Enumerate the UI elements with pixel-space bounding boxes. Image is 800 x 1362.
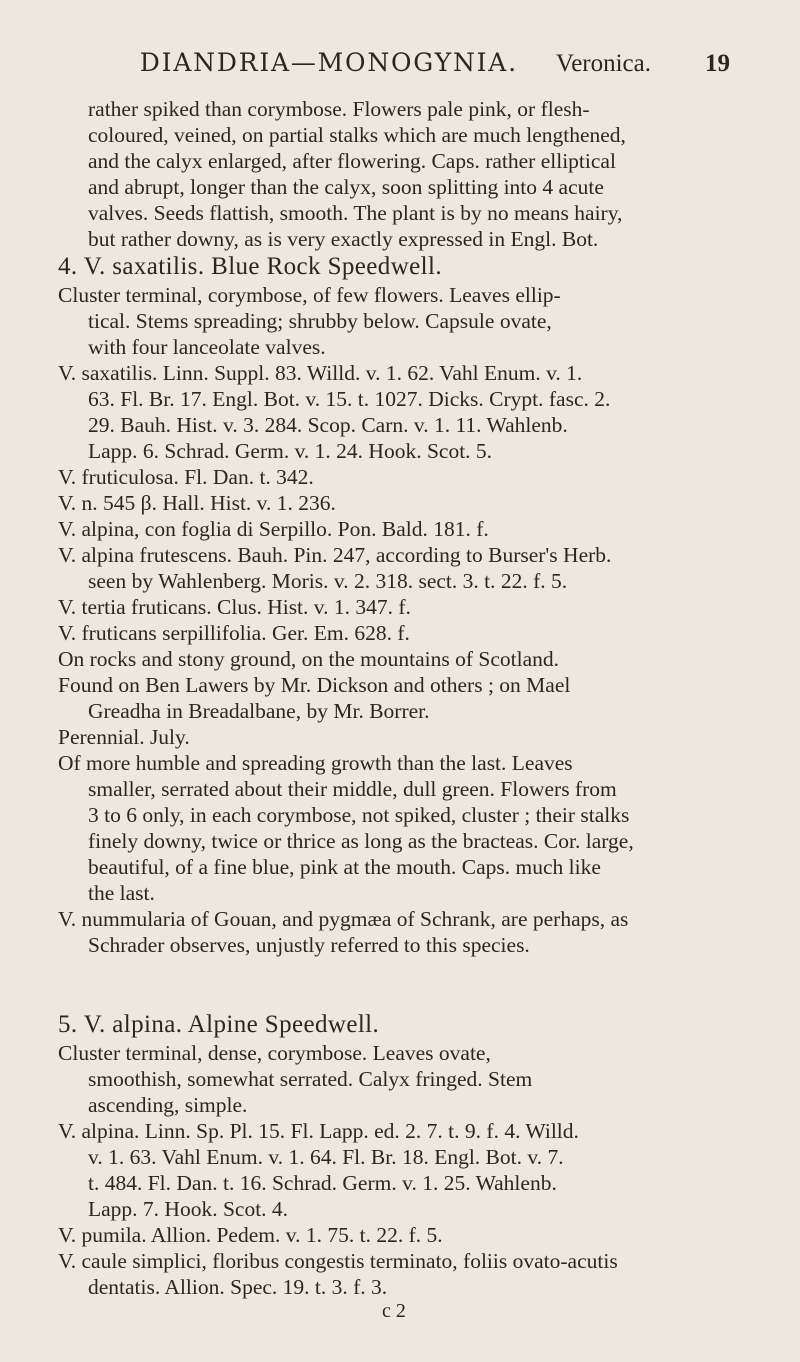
- text-line: Cluster terminal, dense, corymbose. Leaves ovate,: [58, 1041, 491, 1065]
- body-text: [58, 96, 730, 1322]
- signature-mark: c 2: [382, 1300, 406, 1322]
- species-diagnosis: [58, 282, 730, 360]
- synonym-list: [58, 1118, 730, 1300]
- text-line: Perennial. July.: [58, 725, 190, 749]
- text-line: Cluster terminal, corymbose, of few flowers. Leaves ellip-: [58, 283, 561, 307]
- text-line: valves. Seeds flattish, smooth. The plant is by no means hairy,: [88, 201, 623, 225]
- running-head: [58, 48, 730, 82]
- text-line: V. fruticans serpillifolia. Ger. Em. 628. f.: [58, 621, 410, 645]
- text-line: coloured, veined, on partial stalks which are much lengthened,: [88, 123, 626, 147]
- text-line: smaller, serrated about their middle, dull green. Flowers from: [88, 777, 617, 801]
- text-line: On rocks and stony ground, on the mountains of Scotland.: [58, 647, 560, 671]
- text-line: v. 1. 63. Vahl Enum. v. 1. 64. Fl. Br. 18. Engl. Bot. v. 7.: [88, 1145, 564, 1169]
- synonym-entry: [58, 1248, 730, 1300]
- text-line: V. alpina frutescens. Bauh. Pin. 247, according to Burser's Herb.: [58, 543, 612, 567]
- text-line: V. saxatilis. Linn. Suppl. 83. Willd. v. 1. 62. Vahl Enum. v. 1.: [58, 361, 583, 385]
- text-line: 63. Fl. Br. 17. Engl. Bot. v. 15. t. 1027. Dicks. Crypt. fasc. 2.: [88, 387, 611, 411]
- text-line: Found on Ben Lawers by Mr. Dickson and others ; on Mael: [58, 673, 571, 697]
- text-line: dentatis. Allion. Spec. 19. t. 3. f. 3.: [88, 1275, 388, 1299]
- text-line: ascending, simple.: [88, 1093, 248, 1117]
- remark: [58, 906, 730, 958]
- text-line: finely downy, twice or thrice as long as the bracteas. Cor. large,: [88, 829, 634, 853]
- synonym-entry: [58, 516, 730, 542]
- running-head-genus: Veronica.: [555, 50, 651, 77]
- running-head-title: DIANDRIA—MONOGYNIA.: [139, 48, 518, 77]
- synonym-entry: [58, 542, 730, 594]
- text-line: Greadha in Breadalbane, by Mr. Borrer.: [88, 699, 430, 723]
- text-line: V. tertia fruticans. Clus. Hist. v. 1. 347. f.: [58, 595, 411, 619]
- species-heading: 5. V. alpina. Alpine Speedwell.: [58, 1011, 380, 1038]
- text-line: Lapp. 6. Schrad. Germ. v. 1. 24. Hook. Scot. 5.: [88, 439, 493, 463]
- text-line: and the calyx enlarged, after flowering. Caps. rather elliptical: [88, 149, 616, 173]
- text-line: and abrupt, longer than the calyx, soon splitting into 4 acute: [88, 175, 604, 199]
- continuation-paragraph: [58, 96, 730, 252]
- text-line: Schrader observes, unjustly referred to this species.: [88, 933, 530, 957]
- description: [58, 750, 730, 906]
- text-line: 29. Bauh. Hist. v. 3. 284. Scop. Carn. v. 1. 11. Wahlenb.: [88, 413, 568, 437]
- synonym-entry: [58, 620, 730, 646]
- text-line: seen by Wahlenberg. Moris. v. 2. 318. sect. 3. t. 22. f. 5.: [88, 569, 568, 593]
- text-line: with four lanceolate valves.: [88, 335, 326, 359]
- text-line: but rather downy, as is very exactly expressed in Engl. Bot.: [88, 227, 599, 251]
- text-line: V. pumila. Allion. Pedem. v. 1. 75. t. 22. f. 5.: [58, 1223, 443, 1247]
- synonym-entry: [58, 594, 730, 620]
- text-line: V. nummularia of Gouan, and pygmæa of Schrank, are perhaps, as: [58, 907, 629, 931]
- synonym-entry: [58, 1118, 730, 1222]
- text-line: 3 to 6 only, in each corymbose, not spiked, cluster ; their stalks: [88, 803, 630, 827]
- text-line: tical. Stems spreading; shrubby below. Capsule ovate,: [88, 309, 552, 333]
- text-line: V. fruticulosa. Fl. Dan. t. 342.: [58, 465, 314, 489]
- text-line: V. caule simplici, floribus congestis terminato, foliis ovato-acutis: [58, 1249, 618, 1273]
- text-line: t. 484. Fl. Dan. t. 16. Schrad. Germ. v. 1. 25. Wahlenb.: [88, 1171, 557, 1195]
- text-line: Of more humble and spreading growth than the last. Leaves: [58, 751, 573, 775]
- page-number: 19: [705, 50, 730, 77]
- species-heading: 4. V. saxatilis. Blue Rock Speedwell.: [58, 253, 442, 280]
- species-diagnosis: [58, 1040, 730, 1118]
- text-line: smoothish, somewhat serrated. Calyx fringed. Stem: [88, 1067, 533, 1091]
- synonym-list: [58, 360, 730, 646]
- text-line: Lapp. 7. Hook. Scot. 4.: [88, 1197, 289, 1221]
- text-line: beautiful, of a fine blue, pink at the mouth. Caps. much like: [88, 855, 601, 879]
- habitat: [58, 646, 730, 750]
- synonym-entry: [58, 1222, 730, 1248]
- text-line: the last.: [88, 881, 155, 905]
- text-line: rather spiked than corymbose. Flowers pale pink, or flesh-: [88, 97, 590, 121]
- text-line: V. n. 545 β. Hall. Hist. v. 1. 236.: [58, 491, 336, 515]
- synonym-entry: [58, 360, 730, 464]
- synonym-entry: [58, 464, 730, 490]
- text-line: V. alpina. Linn. Sp. Pl. 15. Fl. Lapp. ed. 2. 7. t. 9. f. 4. Willd.: [58, 1119, 579, 1143]
- synonym-entry: [58, 490, 730, 516]
- text-line: V. alpina, con foglia di Serpillo. Pon. Bald. 181. f.: [58, 517, 489, 541]
